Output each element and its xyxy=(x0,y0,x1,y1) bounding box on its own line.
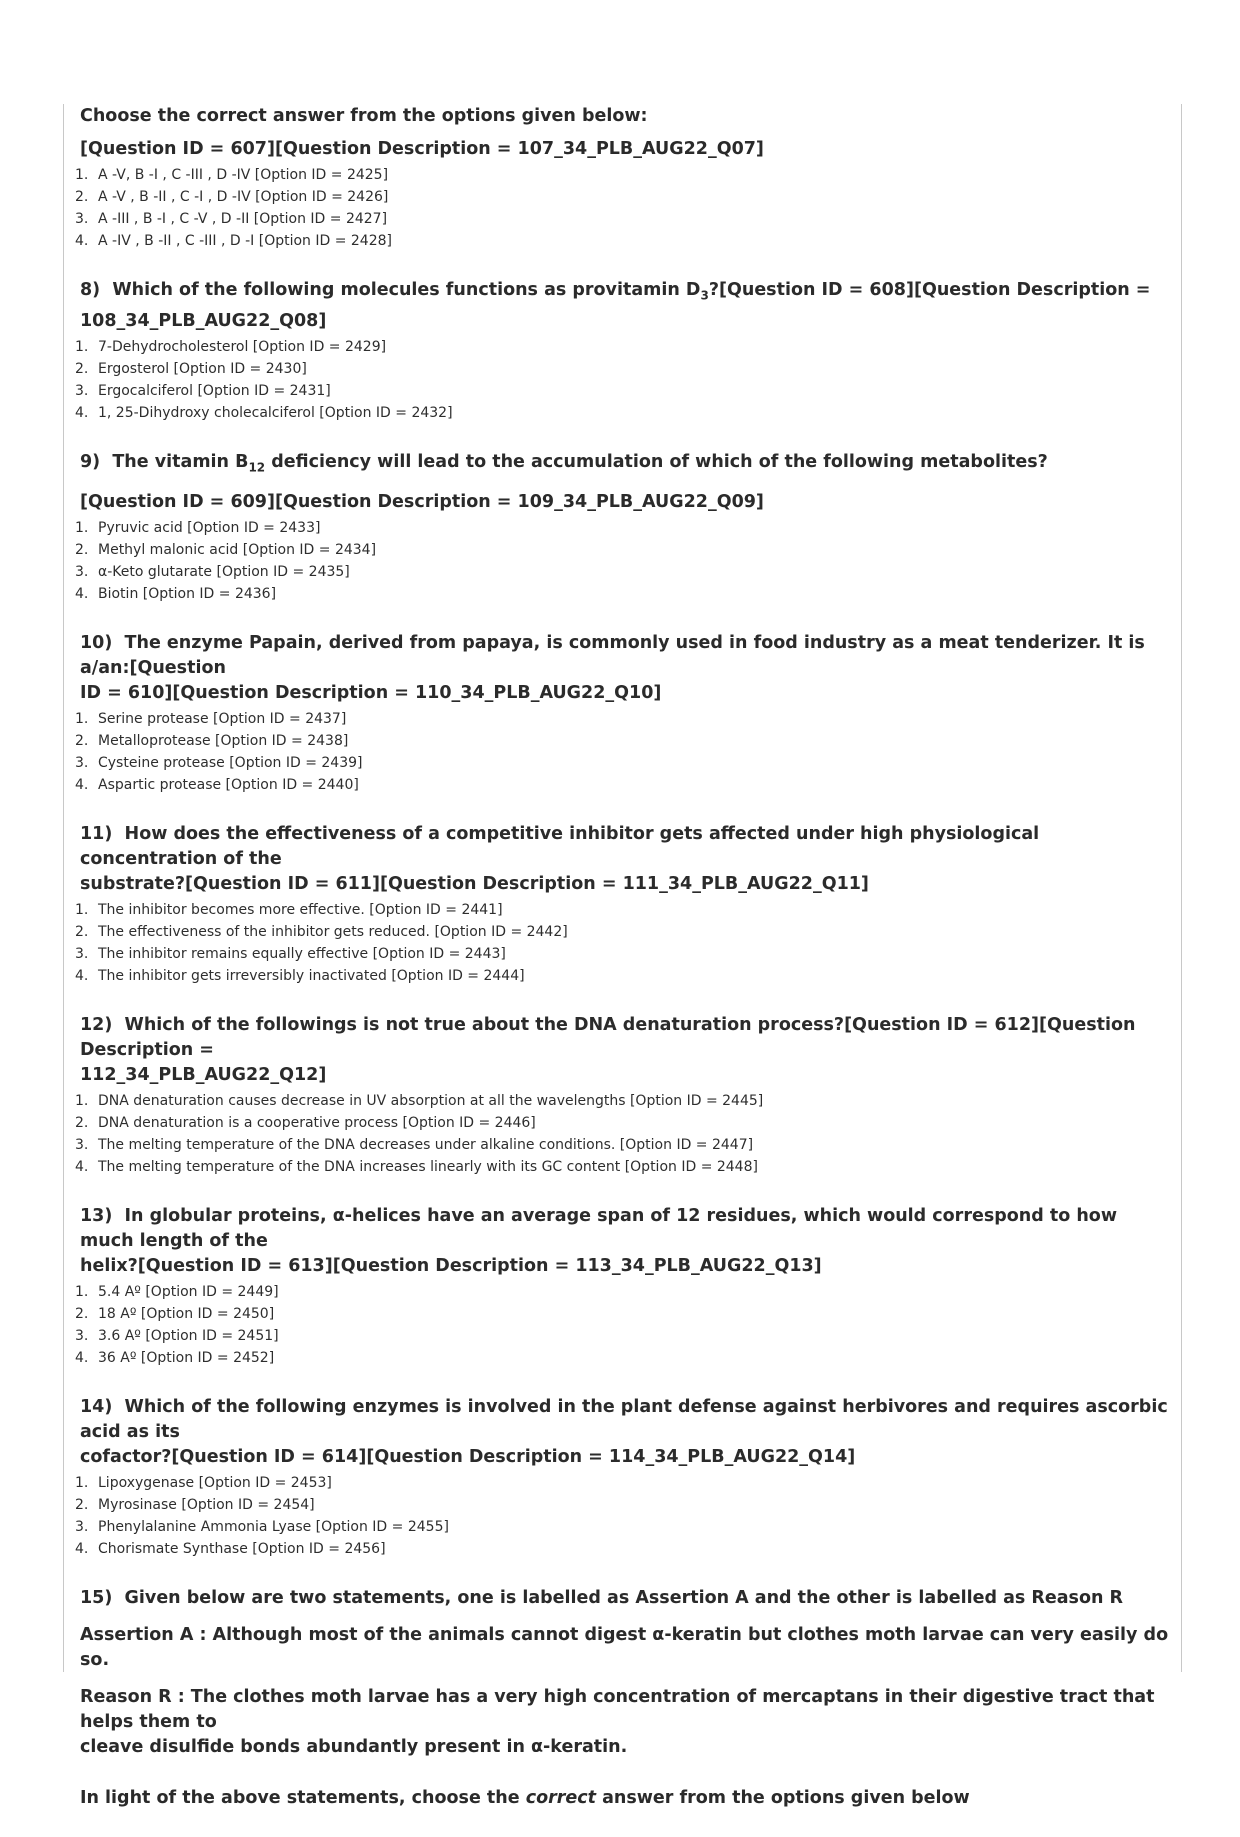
option: 1. Pyruvic acid [Option ID = 2433] xyxy=(75,520,321,536)
option: 4. The melting temperature of the DNA increases linearly with its GC content [Option ID = 2448] xyxy=(75,1159,758,1175)
option: 1. DNA denaturation causes decrease in UV absorption at all the wavelengths [Option ID = 2445] xyxy=(75,1093,764,1109)
option: 4. A -IV , B -II , C -III , D -I [Option ID = 2428] xyxy=(75,233,392,249)
question-13-text-line2: helix?[Question ID = 613][Question Description = 113_34_PLB_AUG22_Q13] xyxy=(80,1256,822,1276)
question-9-options xyxy=(75,517,1170,605)
question-10 xyxy=(75,631,1170,796)
question-11-text-line2: substrate?[Question ID = 611][Question Description = 111_34_PLB_AUG22_Q11] xyxy=(80,874,869,894)
question-9 xyxy=(75,450,1170,606)
option: 1. A -V, B -I , C -III , D -IV [Option ID = 2425] xyxy=(75,167,389,183)
question-10-text: 10) The enzyme Papain, derived from papaya, is commonly used in food industry as a meat tenderizer. It is a/an:[Question xyxy=(80,633,1145,678)
option: 4. The inhibitor gets irreversibly inactivated [Option ID = 2444] xyxy=(75,968,525,984)
option: 2. Metalloprotease [Option ID = 2438] xyxy=(75,733,349,749)
reason-text-line2: cleave disulfide bonds abundantly present in α-keratin. xyxy=(80,1737,628,1757)
option: 1. 5.4 Aº [Option ID = 2449] xyxy=(75,1284,279,1300)
question-8-text-line2: 108_34_PLB_AUG22_Q08] xyxy=(80,310,327,331)
question-12 xyxy=(75,1013,1170,1178)
question-12-text-line2: 112_34_PLB_AUG22_Q12] xyxy=(80,1065,327,1085)
question-13 xyxy=(75,1204,1170,1369)
question-12-options xyxy=(75,1090,1170,1178)
option: 2. The effectiveness of the inhibitor gets reduced. [Option ID = 2442] xyxy=(75,924,568,940)
option: 2. Ergosterol [Option ID = 2430] xyxy=(75,360,307,377)
question-15-text: 15) Given below are two statements, one is labelled as Assertion A and the other is labelled as Reason R xyxy=(80,1588,1124,1608)
question-14-options xyxy=(75,1472,1170,1560)
question-13-options xyxy=(75,1281,1170,1369)
question-11 xyxy=(75,822,1170,987)
question-10-text-line2: ID = 610][Question Description = 110_34_PLB_AUG22_Q10] xyxy=(80,683,662,703)
question-10-options xyxy=(75,708,1170,796)
question-9-meta: [Question ID = 609][Question Description = 109_34_PLB_AUG22_Q09] xyxy=(80,492,764,512)
assertion-text: Assertion A : Although most of the animals cannot digest α-keratin but clothes moth larvae can very easily do so. xyxy=(80,1625,1169,1670)
option: 4. Biotin [Option ID = 2436] xyxy=(75,586,277,602)
reason-text: Reason R : The clothes moth larvae has a very high concentration of mercaptans in their digestive tract that helps them to xyxy=(80,1687,1155,1732)
option: 3. 3.6 Aº [Option ID = 2451] xyxy=(75,1328,279,1344)
question-8-options xyxy=(75,336,1170,424)
option: 4. 1, 25-Dihydroxy cholecalciferol [Option ID = 2432] xyxy=(75,404,453,421)
option: 3. The inhibitor remains equally effective [Option ID = 2443] xyxy=(75,946,506,962)
option: 2. Myrosinase [Option ID = 2454] xyxy=(75,1497,315,1513)
option: 1. 7-Dehydrocholesterol [Option ID = 2429] xyxy=(75,338,387,355)
option: 1. Serine protease [Option ID = 2437] xyxy=(75,711,347,727)
option: 3. α-Keto glutarate [Option ID = 2435] xyxy=(75,564,350,580)
question-14 xyxy=(75,1395,1170,1560)
question-7 xyxy=(75,104,1170,252)
question-11-options xyxy=(75,899,1170,987)
question-7-options xyxy=(75,164,1170,252)
option: 3. Phenylalanine Ammonia Lyase [Option ID = 2455] xyxy=(75,1519,449,1535)
question-7-meta: [Question ID = 607][Question Description = 107_34_PLB_AUG22_Q07] xyxy=(80,139,764,159)
option: 3. The melting temperature of the DNA decreases under alkaline conditions. [Option ID = 2447] xyxy=(75,1137,754,1153)
question-11-text: 11) How does the effectiveness of a competitive inhibitor gets affected under high physiological concentration of the xyxy=(80,824,1040,869)
option: 2. 18 Aº [Option ID = 2450] xyxy=(75,1306,275,1322)
question-paper xyxy=(75,104,1170,1837)
question-12-text: 12) Which of the followings is not true about the DNA denaturation process?[Question ID = 612][Question Description = xyxy=(80,1015,1136,1060)
question-14-text-line2: cofactor?[Question ID = 614][Question Description = 114_34_PLB_AUG22_Q14] xyxy=(80,1447,856,1467)
option: 2. Methyl malonic acid [Option ID = 2434] xyxy=(75,542,377,558)
option: 2. DNA denaturation is a cooperative process [Option ID = 2446] xyxy=(75,1115,536,1131)
option: 1. Lipoxygenase [Option ID = 2453] xyxy=(75,1475,332,1491)
intro-text: Choose the correct answer from the options given below: xyxy=(80,106,648,126)
option: 4. Chorismate Synthase [Option ID = 2456] xyxy=(75,1541,386,1557)
question-8-text: 8) Which of the following molecules functions as provitamin $D_3?[Question$ ID = 608][Question Description = xyxy=(80,280,1151,303)
option: 1. The inhibitor becomes more effective. [Option ID = 2441] xyxy=(75,902,503,918)
option: 4. 36 Aº [Option ID = 2452] xyxy=(75,1350,275,1366)
question-15 xyxy=(80,1586,1170,1811)
option: 3. A -III , B -I , C -V , D -II [Option ID = 2427] xyxy=(75,211,388,227)
question-14-text: 14) Which of the following enzymes is involved in the plant defense against herbivores and requires ascorbic acid as its xyxy=(80,1397,1168,1442)
question-9-text: 9) The vitamin $B_{12}$ deficiency will lead to the accumulation of which of the following metabolites? xyxy=(80,451,1048,474)
option: 4. Aspartic protease [Option ID = 2440] xyxy=(75,777,359,793)
question-8 xyxy=(75,278,1170,424)
option: 2. A -V , B -II , C -I , D -IV [Option ID = 2426] xyxy=(75,189,389,205)
question-13-text: 13) In globular proteins, α-helices have an average span of 12 residues, which would correspond to how much length of the xyxy=(80,1206,1117,1251)
option: 3. Ergocalciferol [Option ID = 2431] xyxy=(75,382,331,399)
instruction-text: In light of the above statements, choose the correct answer from the options given below xyxy=(80,1788,970,1808)
option: 3. Cysteine protease [Option ID = 2439] xyxy=(75,755,363,771)
